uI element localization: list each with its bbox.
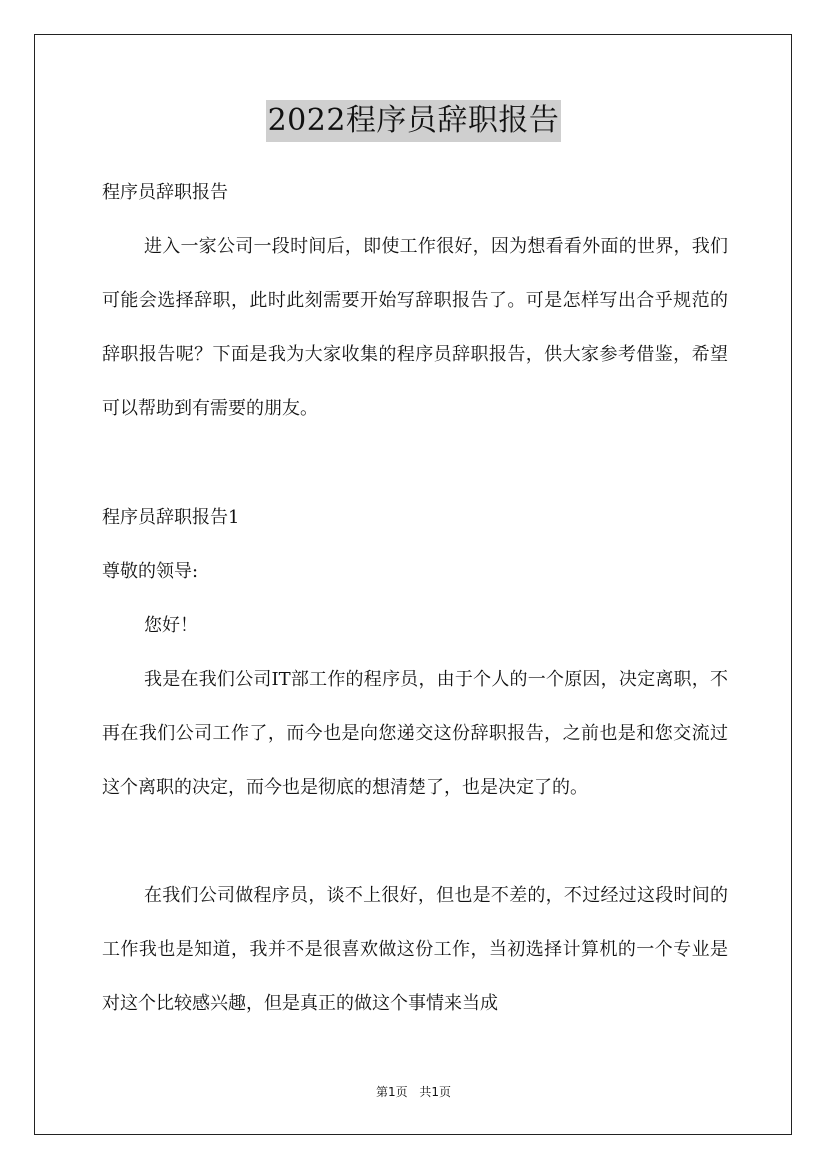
document-title: 2022程序员辞职报告 (266, 100, 562, 142)
salutation: 尊敬的领导: (102, 561, 199, 582)
intro-paragraph: 进入一家公司一段时间后，即使工作很好，因为想看看外面的世界，我们可能会选择辞职，此时此刻需要开始写辞职报告了。可是怎样写出合乎规范的辞职报告呢？下面是我为大家收集的程序员辞职报告，供大家参考借鉴，希望可以帮助到有需要的朋友。 (102, 236, 728, 419)
page-number-current: 第1页 (375, 1085, 408, 1099)
section-heading: 程序员辞职报告1 (102, 507, 240, 528)
title-container (0, 100, 827, 142)
greeting: 您好！ (144, 615, 198, 636)
body-paragraph-2: 在我们公司做程序员，谈不上很好，但也是不差的，不过经过这段时间的工作我也是知道，我并不是很喜欢做这份工作，当初选择计算机的一个专业是对这个比较感兴趣，但是真正的做这个事情来当成 (102, 885, 728, 1014)
page-footer (0, 1084, 827, 1100)
page-number-total: 共1页 (419, 1085, 452, 1099)
subtitle: 程序员辞职报告 (102, 182, 228, 203)
body-paragraph-1: 我是在我们公司IT部工作的程序员，由于个人的一个原因，决定离职，不再在我们公司工作了，而今也是向您递交这份辞职报告，之前也是和您交流过这个离职的决定，而今也是彻底的想清楚了，也是决定了的。 (102, 669, 728, 798)
